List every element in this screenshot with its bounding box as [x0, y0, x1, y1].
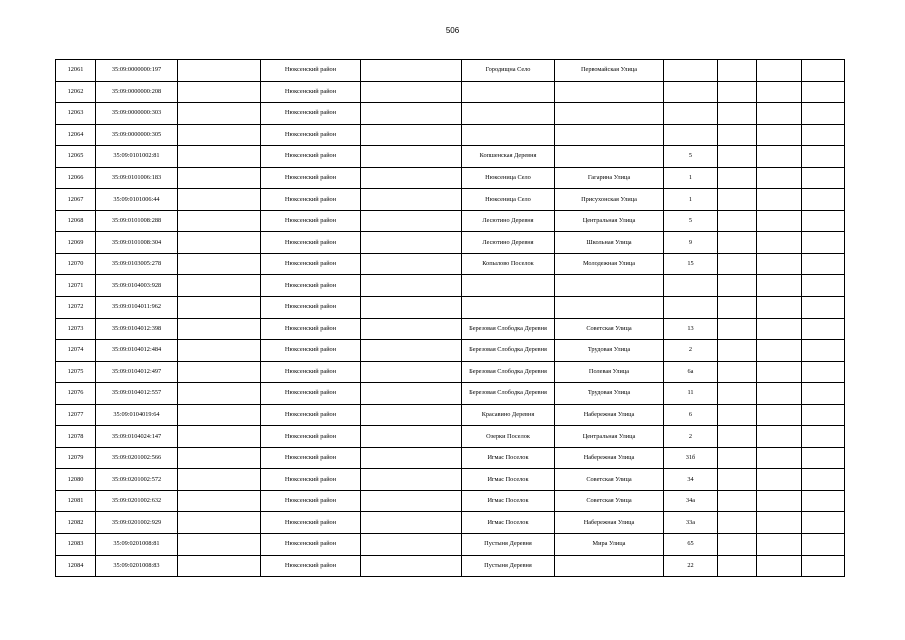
cadastral-number-cell: 35:09:0201008:83: [96, 555, 178, 577]
empty-cell: [802, 146, 845, 168]
street-cell: [555, 297, 664, 319]
street-cell: Молодежная Улица: [555, 253, 664, 275]
house-number-cell: [664, 297, 718, 319]
empty-cell: [178, 297, 261, 319]
table-row: [56, 534, 845, 556]
empty-cell: [178, 361, 261, 383]
house-number-cell: 15: [664, 253, 718, 275]
locality-cell: Игмас Поселок: [462, 512, 555, 534]
empty-cell: [718, 210, 757, 232]
empty-cell: [178, 340, 261, 362]
empty-cell: [802, 490, 845, 512]
district-cell: Нюксенский район: [261, 361, 361, 383]
locality-cell: Пустыня Деревня: [462, 534, 555, 556]
cadastral-number-cell: 35:09:0104012:484: [96, 340, 178, 362]
locality-cell: Копшенская Деревня: [462, 146, 555, 168]
row-number-cell: 12072: [56, 297, 96, 319]
empty-cell: [361, 81, 462, 103]
table-row: [56, 404, 845, 426]
empty-cell: [802, 426, 845, 448]
empty-cell: [718, 275, 757, 297]
row-number-cell: 12083: [56, 534, 96, 556]
empty-cell: [718, 232, 757, 254]
locality-cell: [462, 81, 555, 103]
empty-cell: [802, 124, 845, 146]
empty-cell: [178, 512, 261, 534]
house-number-cell: 1: [664, 167, 718, 189]
empty-cell: [757, 534, 802, 556]
empty-cell: [757, 426, 802, 448]
cadastral-number-cell: 35:09:0101006:183: [96, 167, 178, 189]
empty-cell: [178, 469, 261, 491]
street-cell: Полевая Улица: [555, 361, 664, 383]
empty-cell: [802, 383, 845, 405]
empty-cell: [178, 146, 261, 168]
house-number-cell: 1: [664, 189, 718, 211]
empty-cell: [718, 383, 757, 405]
row-number-cell: 12078: [56, 426, 96, 448]
locality-cell: Игмас Поселок: [462, 469, 555, 491]
street-cell: [555, 555, 664, 577]
cadastral-number-cell: 35:09:0104012:557: [96, 383, 178, 405]
empty-cell: [757, 275, 802, 297]
house-number-cell: 34а: [664, 490, 718, 512]
cadastral-number-cell: 35:09:0103005:278: [96, 253, 178, 275]
empty-cell: [757, 490, 802, 512]
empty-cell: [718, 189, 757, 211]
house-number-cell: 6а: [664, 361, 718, 383]
empty-cell: [757, 103, 802, 125]
empty-cell: [178, 447, 261, 469]
empty-cell: [178, 275, 261, 297]
locality-cell: Нюксеница Село: [462, 189, 555, 211]
empty-cell: [361, 318, 462, 340]
cadastral-number-cell: 35:09:0104012:398: [96, 318, 178, 340]
empty-cell: [361, 60, 462, 82]
street-cell: Гагарина Улица: [555, 167, 664, 189]
district-cell: Нюксенский район: [261, 232, 361, 254]
street-cell: [555, 275, 664, 297]
empty-cell: [802, 60, 845, 82]
empty-cell: [802, 275, 845, 297]
cadastral-number-cell: 35:09:0101006:44: [96, 189, 178, 211]
house-number-cell: 31б: [664, 447, 718, 469]
district-cell: Нюксенский район: [261, 340, 361, 362]
district-cell: Нюксенский район: [261, 167, 361, 189]
empty-cell: [757, 167, 802, 189]
empty-cell: [718, 426, 757, 448]
empty-cell: [802, 253, 845, 275]
table-row: [56, 340, 845, 362]
locality-cell: Пустыня Деревня: [462, 555, 555, 577]
empty-cell: [718, 318, 757, 340]
empty-cell: [178, 383, 261, 405]
house-number-cell: 5: [664, 210, 718, 232]
locality-cell: Березовая Слободка Деревня: [462, 340, 555, 362]
empty-cell: [718, 146, 757, 168]
house-number-cell: [664, 103, 718, 125]
house-number-cell: 2: [664, 426, 718, 448]
house-number-cell: [664, 60, 718, 82]
empty-cell: [757, 60, 802, 82]
empty-cell: [802, 210, 845, 232]
cadastral-number-cell: 35:09:0000000:305: [96, 124, 178, 146]
street-cell: Набережная Улица: [555, 447, 664, 469]
empty-cell: [361, 361, 462, 383]
house-number-cell: 65: [664, 534, 718, 556]
empty-cell: [178, 210, 261, 232]
street-cell: Советская Улица: [555, 469, 664, 491]
street-cell: Набережная Улица: [555, 512, 664, 534]
street-cell: Советская Улица: [555, 318, 664, 340]
empty-cell: [361, 512, 462, 534]
empty-cell: [178, 253, 261, 275]
street-cell: [555, 146, 664, 168]
house-number-cell: [664, 275, 718, 297]
locality-cell: Озерки Поселок: [462, 426, 555, 448]
row-number-cell: 12080: [56, 469, 96, 491]
empty-cell: [757, 512, 802, 534]
empty-cell: [361, 232, 462, 254]
district-cell: Нюксенский район: [261, 383, 361, 405]
street-cell: Набережная Улица: [555, 404, 664, 426]
table-row: [56, 383, 845, 405]
empty-cell: [718, 447, 757, 469]
house-number-cell: 6: [664, 404, 718, 426]
district-cell: Нюксенский район: [261, 81, 361, 103]
table-row: [56, 124, 845, 146]
row-number-cell: 12070: [56, 253, 96, 275]
empty-cell: [361, 189, 462, 211]
locality-cell: Городищна Село: [462, 60, 555, 82]
empty-cell: [802, 189, 845, 211]
locality-cell: [462, 124, 555, 146]
empty-cell: [361, 103, 462, 125]
empty-cell: [361, 534, 462, 556]
empty-cell: [178, 426, 261, 448]
empty-cell: [718, 512, 757, 534]
row-number-cell: 12081: [56, 490, 96, 512]
empty-cell: [361, 404, 462, 426]
district-cell: Нюксенский район: [261, 146, 361, 168]
locality-cell: Игмас Поселок: [462, 447, 555, 469]
empty-cell: [178, 81, 261, 103]
district-cell: Нюксенский район: [261, 297, 361, 319]
district-cell: Нюксенский район: [261, 60, 361, 82]
cadastral-number-cell: 35:09:0201002:632: [96, 490, 178, 512]
locality-cell: Березовая Слободка Деревня: [462, 318, 555, 340]
locality-cell: [462, 275, 555, 297]
empty-cell: [718, 81, 757, 103]
row-number-cell: 12082: [56, 512, 96, 534]
empty-cell: [757, 361, 802, 383]
street-cell: Мира Улица: [555, 534, 664, 556]
street-cell: Трудовая Улица: [555, 383, 664, 405]
house-number-cell: 34: [664, 469, 718, 491]
house-number-cell: 2: [664, 340, 718, 362]
empty-cell: [757, 146, 802, 168]
empty-cell: [802, 297, 845, 319]
page-number: 506: [445, 26, 460, 35]
empty-cell: [361, 555, 462, 577]
street-cell: Центральная Улица: [555, 210, 664, 232]
empty-cell: [757, 447, 802, 469]
table-row: [56, 555, 845, 577]
district-cell: Нюксенский район: [261, 469, 361, 491]
row-number-cell: 12064: [56, 124, 96, 146]
empty-cell: [802, 534, 845, 556]
street-cell: [555, 103, 664, 125]
empty-cell: [361, 490, 462, 512]
table-row: [56, 512, 845, 534]
table-row: [56, 426, 845, 448]
empty-cell: [178, 124, 261, 146]
table-row: [56, 490, 845, 512]
street-cell: Центральная Улица: [555, 426, 664, 448]
empty-cell: [361, 297, 462, 319]
empty-cell: [718, 404, 757, 426]
locality-cell: Березовая Слободка Деревня: [462, 361, 555, 383]
empty-cell: [757, 81, 802, 103]
cadastral-number-cell: 35:09:0201002:566: [96, 447, 178, 469]
empty-cell: [757, 297, 802, 319]
row-number-cell: 12076: [56, 383, 96, 405]
street-cell: Школьная Улица: [555, 232, 664, 254]
empty-cell: [757, 232, 802, 254]
empty-cell: [802, 318, 845, 340]
house-number-cell: [664, 124, 718, 146]
street-cell: Советская Улица: [555, 490, 664, 512]
row-number-cell: 12077: [56, 404, 96, 426]
street-cell: Трудовая Улица: [555, 340, 664, 362]
district-cell: Нюксенский район: [261, 512, 361, 534]
locality-cell: [462, 103, 555, 125]
locality-cell: Лесютино Деревня: [462, 210, 555, 232]
district-cell: Нюксенский район: [261, 210, 361, 232]
empty-cell: [718, 124, 757, 146]
empty-cell: [718, 490, 757, 512]
locality-cell: Копылово Поселок: [462, 253, 555, 275]
district-cell: Нюксенский район: [261, 555, 361, 577]
table-row: [56, 275, 845, 297]
empty-cell: [757, 555, 802, 577]
empty-cell: [802, 167, 845, 189]
district-cell: Нюксенский район: [261, 447, 361, 469]
empty-cell: [361, 167, 462, 189]
cadastral-number-cell: 35:09:0101008:288: [96, 210, 178, 232]
cadastral-number-cell: 35:09:0104012:497: [96, 361, 178, 383]
table-row: [56, 81, 845, 103]
empty-cell: [361, 253, 462, 275]
cadastral-number-cell: 35:09:0201002:929: [96, 512, 178, 534]
empty-cell: [178, 189, 261, 211]
locality-cell: [462, 297, 555, 319]
cadastral-number-cell: 35:09:0104003:928: [96, 275, 178, 297]
empty-cell: [802, 469, 845, 491]
empty-cell: [802, 555, 845, 577]
district-cell: Нюксенский район: [261, 318, 361, 340]
empty-cell: [178, 534, 261, 556]
district-cell: Нюксенский район: [261, 404, 361, 426]
cadastral-number-cell: 35:09:0000000:303: [96, 103, 178, 125]
row-number-cell: 12074: [56, 340, 96, 362]
empty-cell: [757, 124, 802, 146]
cadastral-number-cell: 35:09:0104011:962: [96, 297, 178, 319]
row-number-cell: 12073: [56, 318, 96, 340]
district-cell: Нюксенский район: [261, 426, 361, 448]
empty-cell: [757, 253, 802, 275]
house-number-cell: 11: [664, 383, 718, 405]
empty-cell: [718, 103, 757, 125]
empty-cell: [361, 124, 462, 146]
empty-cell: [802, 404, 845, 426]
empty-cell: [361, 383, 462, 405]
street-cell: [555, 124, 664, 146]
empty-cell: [718, 253, 757, 275]
district-cell: Нюксенский район: [261, 103, 361, 125]
table-row: [56, 297, 845, 319]
district-cell: Нюксенский район: [261, 275, 361, 297]
empty-cell: [802, 340, 845, 362]
empty-cell: [178, 232, 261, 254]
row-number-cell: 12063: [56, 103, 96, 125]
row-number-cell: 12066: [56, 167, 96, 189]
empty-cell: [178, 60, 261, 82]
row-number-cell: 12068: [56, 210, 96, 232]
empty-cell: [718, 340, 757, 362]
house-number-cell: 5: [664, 146, 718, 168]
empty-cell: [757, 469, 802, 491]
empty-cell: [361, 447, 462, 469]
table-row: [56, 361, 845, 383]
table-row: [56, 447, 845, 469]
district-cell: Нюксенский район: [261, 253, 361, 275]
cadastral-number-cell: 35:09:0104019:64: [96, 404, 178, 426]
empty-cell: [757, 404, 802, 426]
empty-cell: [802, 103, 845, 125]
district-cell: Нюксенский район: [261, 490, 361, 512]
street-cell: Первомайская Улица: [555, 60, 664, 82]
cadastral-number-cell: 35:09:0000000:208: [96, 81, 178, 103]
empty-cell: [718, 60, 757, 82]
empty-cell: [361, 340, 462, 362]
empty-cell: [178, 167, 261, 189]
row-number-cell: 12062: [56, 81, 96, 103]
row-number-cell: 12061: [56, 60, 96, 82]
row-number-cell: 12071: [56, 275, 96, 297]
empty-cell: [757, 340, 802, 362]
street-cell: Присухонская Улица: [555, 189, 664, 211]
empty-cell: [361, 146, 462, 168]
empty-cell: [802, 447, 845, 469]
empty-cell: [802, 81, 845, 103]
empty-cell: [757, 383, 802, 405]
cadastral-number-cell: 35:09:0101008:304: [96, 232, 178, 254]
house-number-cell: [664, 81, 718, 103]
house-number-cell: 13: [664, 318, 718, 340]
empty-cell: [361, 426, 462, 448]
row-number-cell: 12075: [56, 361, 96, 383]
empty-cell: [757, 318, 802, 340]
locality-cell: Игмас Поселок: [462, 490, 555, 512]
house-number-cell: 33а: [664, 512, 718, 534]
table-row: [56, 253, 845, 275]
row-number-cell: 12069: [56, 232, 96, 254]
locality-cell: Нюксеница Село: [462, 167, 555, 189]
table-row: [56, 232, 845, 254]
locality-cell: Березовая Слободка Деревня: [462, 383, 555, 405]
empty-cell: [718, 167, 757, 189]
cadastral-number-cell: 35:09:0201002:572: [96, 469, 178, 491]
row-number-cell: 12067: [56, 189, 96, 211]
locality-cell: Красавино Деревня: [462, 404, 555, 426]
empty-cell: [802, 361, 845, 383]
empty-cell: [178, 318, 261, 340]
table-row: [56, 103, 845, 125]
empty-cell: [802, 512, 845, 534]
district-cell: Нюксенский район: [261, 534, 361, 556]
empty-cell: [178, 555, 261, 577]
empty-cell: [718, 555, 757, 577]
table-row: [56, 167, 845, 189]
empty-cell: [361, 210, 462, 232]
house-number-cell: 9: [664, 232, 718, 254]
row-number-cell: 12084: [56, 555, 96, 577]
cadastral-number-cell: 35:09:0104024:147: [96, 426, 178, 448]
empty-cell: [178, 103, 261, 125]
street-cell: [555, 81, 664, 103]
empty-cell: [178, 490, 261, 512]
row-number-cell: 12079: [56, 447, 96, 469]
district-cell: Нюксенский район: [261, 189, 361, 211]
empty-cell: [718, 534, 757, 556]
registry-table-body: [56, 60, 845, 577]
empty-cell: [757, 189, 802, 211]
cadastral-number-cell: 35:09:0000000:197: [96, 60, 178, 82]
table-row: [56, 469, 845, 491]
empty-cell: [361, 275, 462, 297]
district-cell: Нюксенский район: [261, 124, 361, 146]
locality-cell: Лесютино Деревня: [462, 232, 555, 254]
row-number-cell: 12065: [56, 146, 96, 168]
house-number-cell: 22: [664, 555, 718, 577]
table-row: [56, 210, 845, 232]
table-row: [56, 318, 845, 340]
table-row: [56, 189, 845, 211]
empty-cell: [757, 210, 802, 232]
empty-cell: [361, 469, 462, 491]
empty-cell: [178, 404, 261, 426]
empty-cell: [718, 469, 757, 491]
empty-cell: [718, 297, 757, 319]
empty-cell: [802, 232, 845, 254]
registry-table: [55, 59, 845, 577]
table-row: [56, 146, 845, 168]
cadastral-number-cell: 35:09:0101002:81: [96, 146, 178, 168]
table-row: [56, 60, 845, 82]
cadastral-number-cell: 35:09:0201008:81: [96, 534, 178, 556]
empty-cell: [718, 361, 757, 383]
